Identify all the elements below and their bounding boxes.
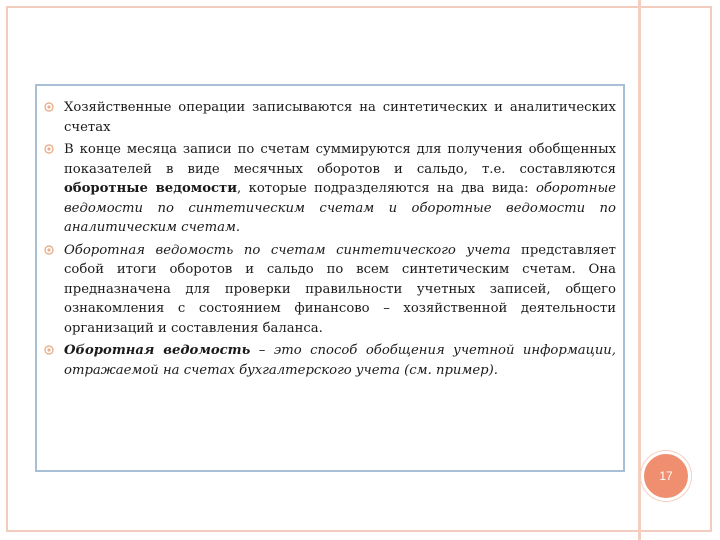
bullet-text: В конце месяца записи по счетам суммируются для получения обобщенных показателей в виде месячных оборотов и сальдо, т.е. составляются оборотные ведомости, которые подразделяются на два вида: оборотные ведомости по синтетическим счетам и оборотные ведомости по аналитическим счетам. bbox=[64, 142, 616, 235]
list-item bbox=[44, 341, 616, 380]
bullet-icon bbox=[44, 144, 54, 154]
bullet-icon bbox=[44, 245, 54, 255]
list-item bbox=[44, 140, 616, 238]
bullet-icon bbox=[44, 102, 54, 112]
page-number-badge: 17 bbox=[641, 451, 691, 501]
list-item bbox=[44, 241, 616, 339]
list-item bbox=[44, 98, 616, 137]
bullet-icon bbox=[44, 345, 54, 355]
bullet-text: Оборотная ведомость по счетам синтетического учета представляет собой итоги оборотов и сальдо по всем синтетическим счетам. Она предназначена для проверки правильности учетных записей, общего ознакомления с состоянием финансово – хозяйственной деятельности организаций и составления баланса. bbox=[64, 242, 616, 336]
bullet-text: Хозяйственные операции записываются на синтетических и аналитических счетах bbox=[64, 100, 616, 135]
bullet-text: Оборотная ведомость – это способ обобщения учетной информации, отражаемой на счетах бухгалтерского учета (см. пример). bbox=[64, 343, 616, 378]
bullet-list bbox=[44, 98, 616, 383]
slide-decor-line bbox=[638, 0, 641, 540]
